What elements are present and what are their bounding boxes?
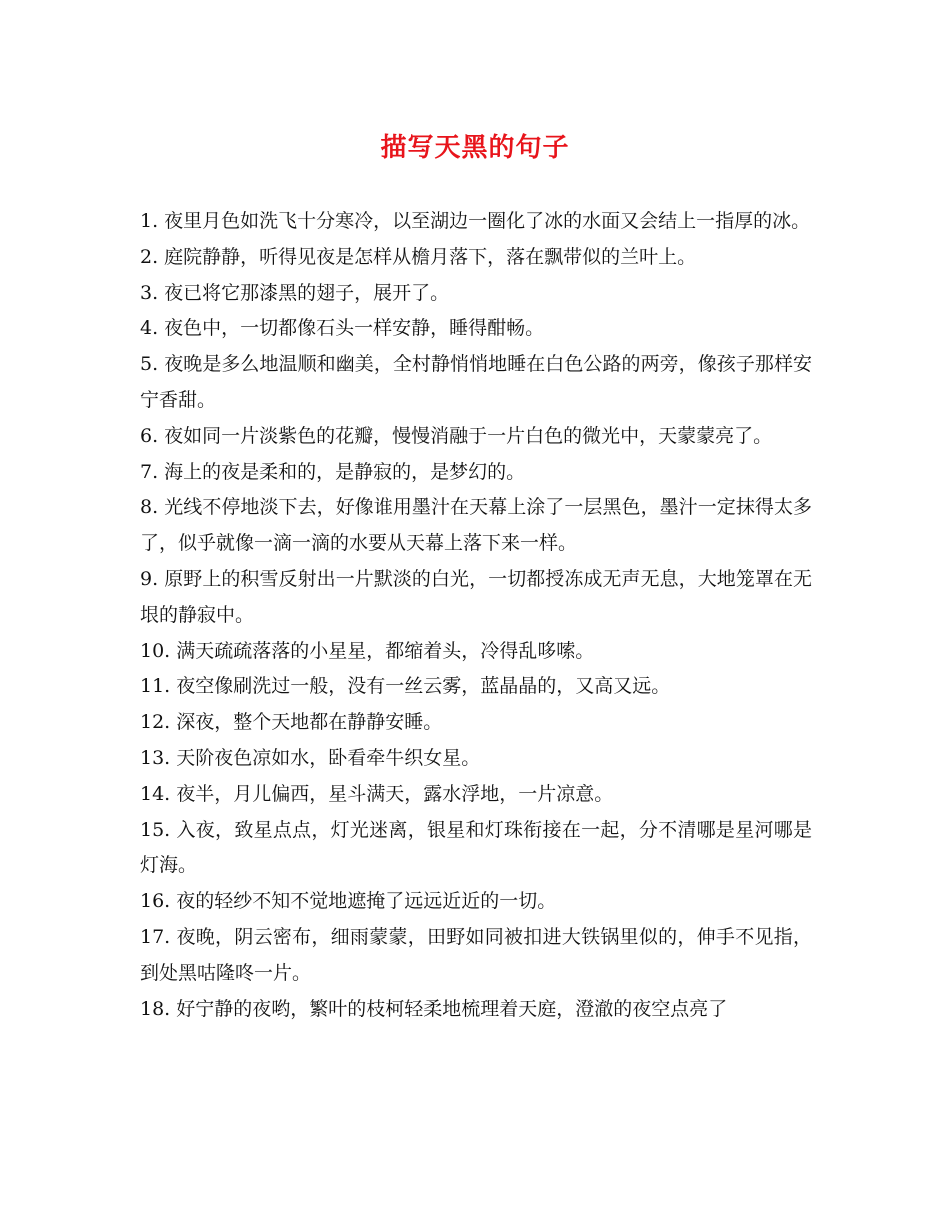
- list-item: 3. 夜已将它那漆黑的翅子，展开了。: [140, 281, 450, 304]
- list-item: 2. 庭院静静，听得见夜是怎样从檐月落下，落在飘带似的兰叶上。: [140, 245, 697, 268]
- list-item: 10. 满天疏疏落落的小星星，都缩着头，冷得乱哆嗦。: [140, 639, 595, 662]
- list-item: 13. 天阶夜色凉如水，卧看牵牛织女星。: [140, 746, 481, 769]
- list-item: 7. 海上的夜是柔和的，是静寂的，是梦幻的。: [140, 460, 526, 483]
- list-item: 14. 夜半，月儿偏西，星斗满天，露水浮地，一片凉意。: [140, 782, 614, 805]
- list-item: 12. 深夜，整个天地都在静静安睡。: [140, 711, 443, 734]
- list-item: 4. 夜色中，一切都像石头一样安静，睡得酣畅。: [140, 317, 545, 340]
- list-item: 6. 夜如同一片淡紫色的花瓣，慢慢消融于一片白色的微光中，天蒙蒙亮了。: [140, 424, 773, 447]
- list-item: 16. 夜的轻纱不知不觉地遮掩了远远近近的一切。: [140, 890, 557, 913]
- list-item: 18. 好宁静的夜哟，繁叶的枝柯轻柔地梳理着天庭，澄澈的夜空点亮了: [140, 997, 728, 1020]
- list-item: 17. 夜晚，阴云密布，细雨蒙蒙，田野如同被扣进大铁锅里似的，伸手不见指，到处黑咕隆咚一片。: [140, 925, 812, 984]
- list-item: 15. 入夜，致星点点，灯光迷离，银星和灯珠衔接在一起，分不清哪是星河哪是灯海。: [140, 818, 812, 877]
- list-item: 5. 夜晚是多么地温顺和幽美，全村静悄悄地睡在白色公路的两旁，像孩子那样安宁香甜。: [140, 353, 812, 411]
- sentence-list: [140, 204, 812, 1027]
- list-item: 11. 夜空像刷洗过一般，没有一丝云雾，蓝晶晶的，又高又远。: [140, 675, 671, 698]
- list-item: 9. 原野上的积雪反射出一片默淡的白光，一切都授冻成无声无息，大地笼罩在无垠的静寂中。: [140, 567, 812, 626]
- list-item: 1. 夜里月色如洗飞十分寒冷，以至湖边一圈化了冰的水面又会结上一指厚的冰。: [140, 210, 811, 232]
- list-item: 8. 光线不停地淡下去，好像谁用墨汁在天幕上涂了一层黑色，墨汁一定抹得太多了，似乎就像一滴一滴的水要从天幕上落下来一样。: [140, 496, 812, 555]
- document-title: 描写天黑的句子: [380, 133, 570, 163]
